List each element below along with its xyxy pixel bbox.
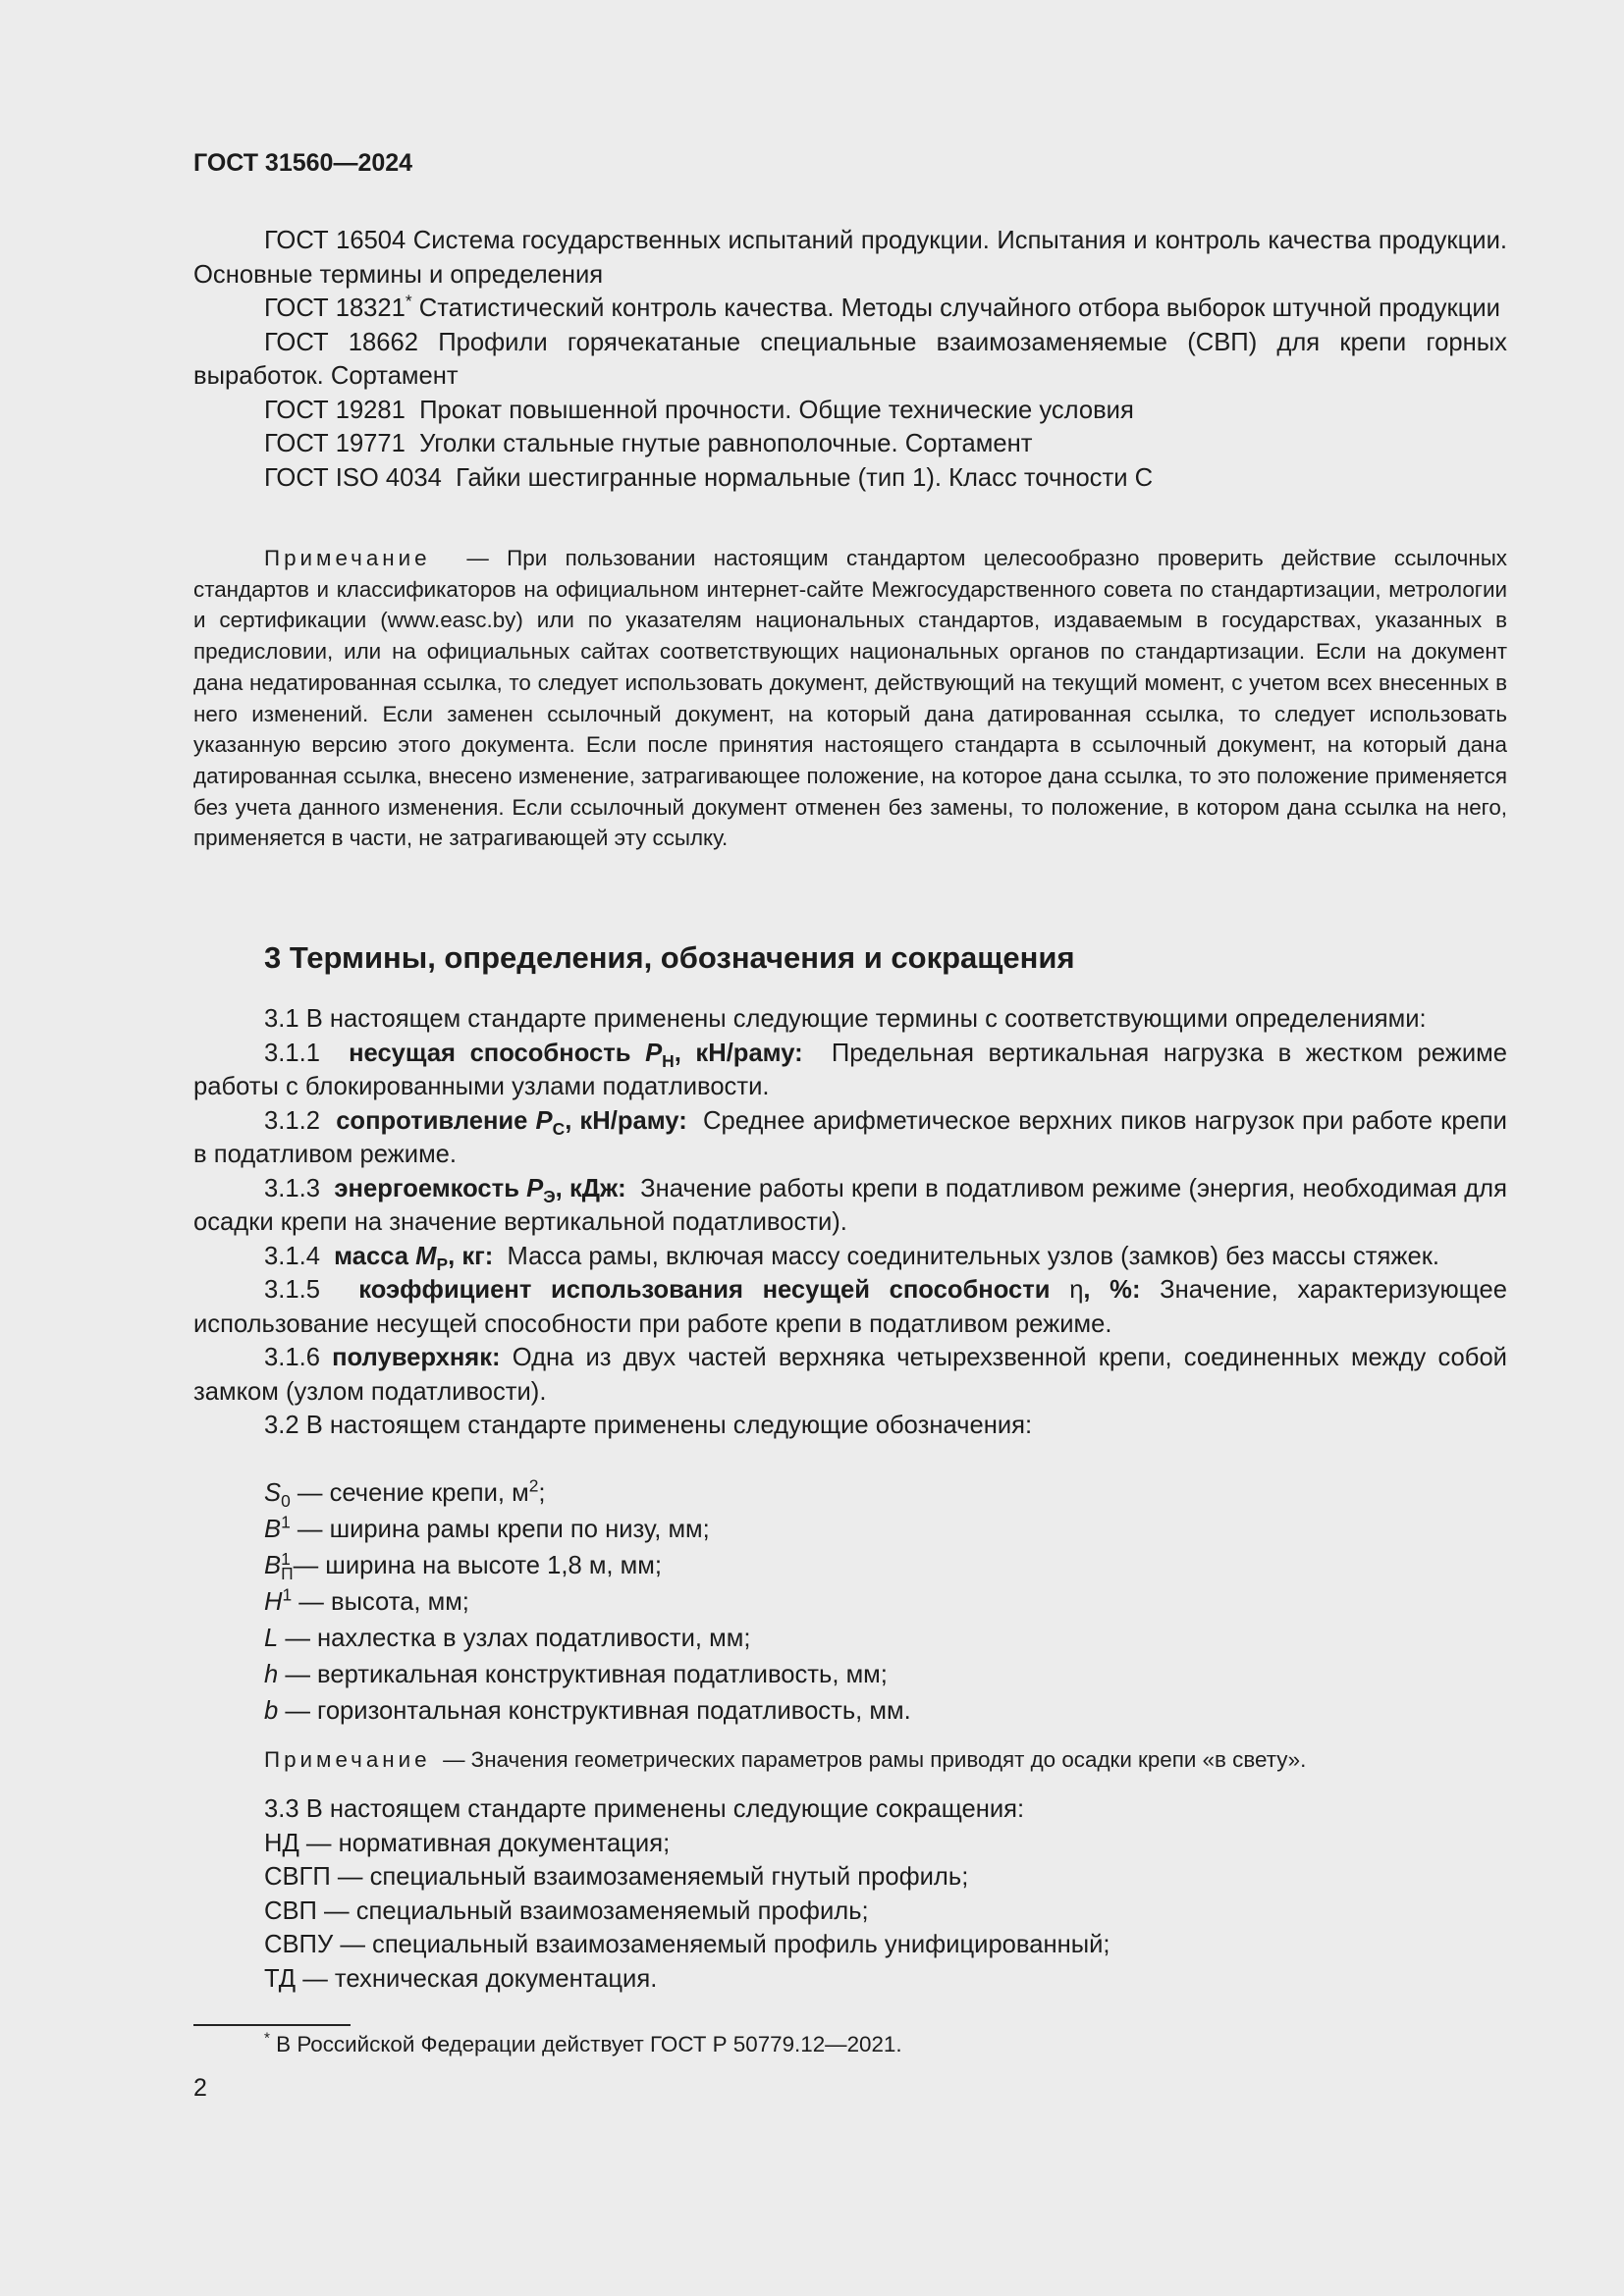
terms-intro: 3.1 В настоящем стандарте применены следующие термины с соответствующими определениями:: [264, 1005, 1427, 1033]
footnote-marker: *: [264, 2030, 270, 2048]
abbreviation-item: НД — нормативная документация;: [264, 1829, 671, 1857]
symbols-intro: 3.2 В настоящем стандарте применены следующие обозначения:: [264, 1412, 1033, 1439]
footnote: * В Российской Федерации действует ГОСТ Р 50779.12—2021.: [264, 2030, 902, 2056]
section-3: [193, 940, 1507, 976]
reference-item: ГОСТ 18321* Статистический контроль качества. Методы случайного отбора выборок штучной продукции: [264, 291, 1500, 322]
note-label: Примечание: [264, 546, 431, 570]
reference-item: ГОСТ 19771 Уголки стальные гнутые равнополочные. Сортамент: [264, 430, 1033, 457]
term-item: 3.1.4 масса $M_Р$, кг: Масса рамы, включая массу соединительных узлов (замков) без массы стяжек.: [264, 1242, 1440, 1274]
reference-item: ГОСТ 18662 Профили горячекатаные специальные взаимозаменяемые (СВП) для крепи горных выработок. Сортамент: [193, 328, 1507, 390]
symbols-list: [193, 1475, 1507, 1730]
symbol-item: b — горизонтальная конструктивная податливость, мм.: [264, 1697, 911, 1725]
abbreviation-item: СВГП — специальный взаимозаменяемый гнутый профиль;: [264, 1863, 969, 1891]
term-name: несущая способность: [349, 1039, 631, 1067]
abbreviations-block: [193, 1792, 1507, 1996]
note-label: Примечание: [264, 1747, 431, 1772]
note-references: [193, 543, 1507, 854]
footnote-divider: [193, 2024, 351, 2026]
note-text: — При пользовании настоящим стандартом целесообразно проверить действие ссылочных стандартов и классификаторов на официальном интернет-сайте Межгосударственного совета по стандартизации, метрологии и сертификации (www.easc.by) или по указателям национальных стандартов, издаваемым в государствах, указанных в предисловии, или на официальных сайтах соответствующих национальных органов по стандартизации. Если на документ дана недатированная ссылка, то следует использовать документ, действующий на текущий момент, с учетом всех внесенных в него изменений. Если заменен ссылочный документ, на который дана датированная ссылка, то следует использовать указанную версию этого документа. Если после принятия настоящего стандарта в ссылочный документ, на который дана датированная ссылка, внесено изменение, затрагивающее положение, на которое дана ссылка, то это положение применяется без учета данного изменения. Если ссылочный документ отменен без замены, то положение, в котором дана ссылка на него, применяется в части, не затрагивающей эту ссылку.: [193, 546, 1507, 851]
reference-item: ГОСТ 16504 Система государственных испытаний продукции. Испытания и контроль качества продукции. Основные термины и определения: [193, 227, 1507, 289]
term-definition: Масса рамы, включая массу соединительных узлов (замков) без массы стяжек.: [507, 1242, 1440, 1270]
symbol-item: $S_0$ — сечение крепи, $м^2$;: [264, 1475, 546, 1512]
term-name: масса: [334, 1242, 409, 1270]
note-text: — Значения геометрических параметров рамы приводят до осадки крепи «в свету».: [443, 1747, 1307, 1772]
term-item: 3.1.2 сопротивление $P_С$, кН/раму: Среднее арифметическое верхних пиков нагрузок при работе крепи в податливом режиме.: [193, 1106, 1507, 1168]
term-item: 3.1.3 энергоемкость $P_Э$, кДж: Значение работы крепи в податливом режиме (энергия, необходимая для осадки крепи на значение вертикальной податливости).: [193, 1174, 1507, 1236]
symbol-item: $B^1$ — ширина рамы крепи по низу, мм;: [264, 1512, 710, 1543]
document-header: ГОСТ 31560—2024: [193, 149, 413, 177]
reference-item: ГОСТ ISO 4034 Гайки шестигранные нормальные (тип 1). Класс точности С: [264, 463, 1154, 492]
abbreviation-item: СВП — специальный взаимозаменяемый профиль;: [264, 1896, 869, 1925]
term-definition: Значение, характеризующее использование несущей способности при работе крепи в податливом режиме.: [193, 1276, 1507, 1338]
page-number: 2: [193, 2074, 207, 2102]
abbreviation-item: ТД — техническая документация.: [264, 1964, 658, 1993]
term-item: 3.1.1 несущая способность $P_Н$, кН/раму: Предельная вертикальная нагрузка в жестком режиме работы с блокированными узлами податливости.: [193, 1039, 1507, 1100]
footnote-marker: *: [405, 291, 412, 311]
references-list: [193, 224, 1507, 495]
abbreviations-intro: 3.3 В настоящем стандарте применены следующие сокращения:: [264, 1795, 1025, 1823]
term-definition: Среднее арифметическое верхних пиков нагрузок при работе крепи в податливом режиме.: [193, 1106, 1507, 1168]
term-name: коэффициент использования несущей способности: [358, 1276, 1051, 1304]
terms-block: [193, 1002, 1507, 1443]
symbol-item: L — нахлестка в узлах податливости, мм;: [264, 1625, 751, 1652]
note-symbols: [193, 1744, 1507, 1776]
reference-item: ГОСТ 19281 Прокат повышенной прочности. Общие технические условия: [264, 396, 1134, 424]
symbol-item: B 1 П — ширина на высоте 1,8 м, мм;: [264, 1548, 662, 1584]
symbol-item: $H^1$ — высота, мм;: [264, 1584, 469, 1616]
term-definition: Предельная вертикальная нагрузка в жестком режиме работы с блокированными узлами податливости.: [193, 1039, 1507, 1100]
term-definition: Одна из двух частей верхняка четырехзвенной крепи, соединенных между собой замком (узлом податливости).: [193, 1344, 1507, 1406]
symbol-item: h — вертикальная конструктивная податливость, мм;: [264, 1661, 888, 1688]
term-name: сопротивление: [336, 1106, 528, 1135]
abbreviation-item: СВПУ — специальный взаимозаменяемый профиль унифицированный;: [264, 1931, 1110, 1958]
term-name: полуверхняк:: [332, 1344, 501, 1371]
term-definition: Значение работы крепи в податливом режиме (энергия, необходимая для осадки крепи на значение вертикальной податливости).: [193, 1174, 1507, 1236]
term-item: 3.1.6 полуверхняк: Одна из двух частей верхняка четырехзвенной крепи, соединенных между собой замком (узлом податливости).: [193, 1344, 1507, 1406]
term-name: энергоемкость: [334, 1174, 519, 1202]
section-title: 3 Термины, определения, обозначения и сокращения: [264, 940, 1075, 975]
term-item: 3.1.5 коэффициент использования несущей способности η, %: Значение, характеризующее использование несущей способности при работе крепи в податливом режиме.: [193, 1276, 1507, 1338]
